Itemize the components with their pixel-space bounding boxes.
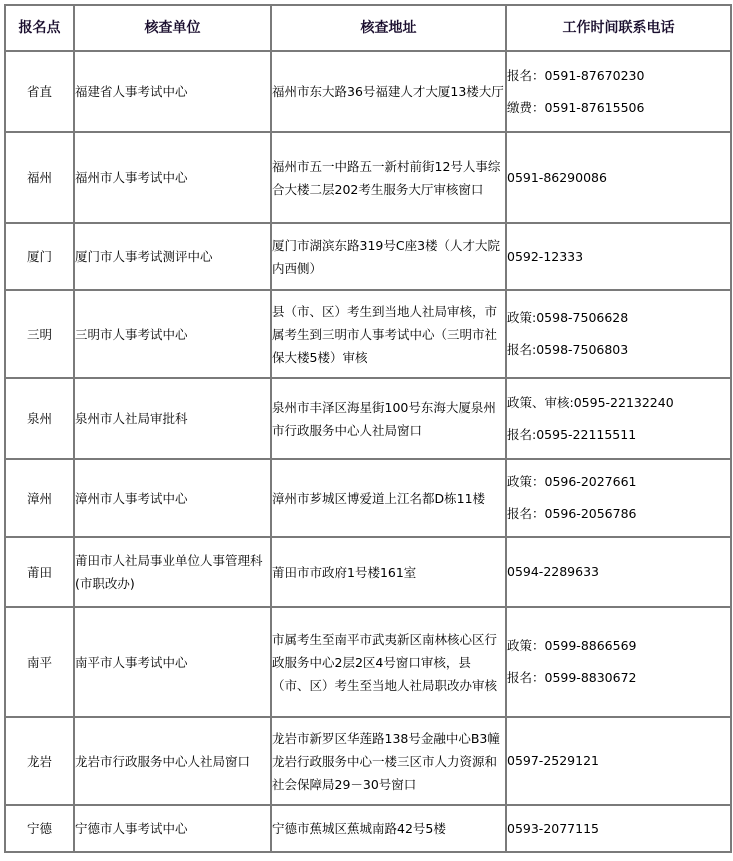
table-row	[5, 378, 731, 459]
phone-line: 报名:0598-7506803	[507, 342, 629, 357]
site-cell: 福州	[5, 132, 74, 223]
phone-cell	[506, 51, 731, 132]
phone-cell	[506, 717, 731, 805]
site-cell: 莆田	[5, 537, 74, 607]
header-unit: 核查单位	[74, 5, 271, 51]
phone-line: 报名：0599-8830672	[507, 670, 637, 685]
phone-cell	[506, 607, 731, 717]
phone-line: 报名：0596-2056786	[507, 506, 637, 521]
unit-cell: 宁德市人事考试中心	[74, 805, 271, 852]
table-row	[5, 132, 731, 223]
unit-cell: 莆田市人社局事业单位人事管理科(市职改办)	[74, 537, 271, 607]
unit-cell: 厦门市人事考试测评中心	[74, 223, 271, 290]
site-cell: 三明	[5, 290, 74, 378]
site-cell: 龙岩	[5, 717, 74, 805]
address-cell: 福州市东大路36号福建人才大厦13楼大厅	[271, 51, 506, 132]
phone-cell	[506, 459, 731, 537]
unit-cell: 泉州市人社局审批科	[74, 378, 271, 459]
table-row	[5, 607, 731, 717]
phone-cell	[506, 537, 731, 607]
site-cell: 省直	[5, 51, 74, 132]
phone-line: 0594-2289633	[507, 564, 599, 579]
table-row	[5, 717, 731, 805]
phone-line: 政策、审核:0595-22132240	[507, 394, 674, 410]
phone-cell	[506, 132, 731, 223]
unit-cell: 三明市人事考试中心	[74, 290, 271, 378]
phone-line: 报名：0591-87670230	[507, 67, 645, 83]
table-row	[5, 537, 731, 607]
phone-line: 报名:0595-22115511	[507, 426, 637, 442]
phone-line: 政策:0598-7506628	[507, 310, 629, 325]
site-cell: 漳州	[5, 459, 74, 537]
site-cell: 厦门	[5, 223, 74, 290]
address-cell: 福州市五一中路五一新村前街12号人事综合大楼二层202考生服务大厅审核窗口	[271, 132, 506, 223]
phone-cell	[506, 378, 731, 459]
address-cell: 泉州市丰泽区海星街100号东海大厦泉州市行政服务中心人社局窗口	[271, 378, 506, 459]
header-site: 报名点	[5, 5, 74, 51]
address-cell: 漳州市芗城区博爱道上江名都D栋11楼	[271, 459, 506, 537]
phone-cell	[506, 805, 731, 852]
table-row	[5, 223, 731, 290]
table-row	[5, 51, 731, 132]
phone-line: 0591-86290086	[507, 169, 607, 185]
address-cell: 宁德市蕉城区蕉城南路42号5楼	[271, 805, 506, 852]
address-cell: 莆田市市政府1号楼161室	[271, 537, 506, 607]
header-phone: 工作时间联系电话	[506, 5, 731, 51]
phone-line: 缴费：0591-87615506	[507, 99, 645, 115]
unit-cell: 漳州市人事考试中心	[74, 459, 271, 537]
phone-cell	[506, 290, 731, 378]
phone-line: 0592-12333	[507, 248, 584, 264]
site-cell: 南平	[5, 607, 74, 717]
site-cell: 泉州	[5, 378, 74, 459]
phone-line: 0597-2529121	[507, 753, 599, 768]
header-address: 核查地址	[271, 5, 506, 51]
table-row	[5, 805, 731, 852]
unit-cell: 龙岩市行政服务中心人社局窗口	[74, 717, 271, 805]
site-cell: 宁德	[5, 805, 74, 852]
phone-line: 政策：0599-8866569	[507, 638, 637, 653]
table-header-row	[5, 5, 731, 51]
phone-line: 0593-2077115	[507, 820, 599, 836]
address-cell: 龙岩市新罗区华莲路138号金融中心B3幢龙岩行政服务中心一楼三区市人力资源和社会保障局29－30号窗口	[271, 717, 506, 805]
phone-line: 政策：0596-2027661	[507, 474, 637, 489]
unit-cell: 福州市人事考试中心	[74, 132, 271, 223]
table-row	[5, 459, 731, 537]
unit-cell: 南平市人事考试中心	[74, 607, 271, 717]
exam-verification-table	[4, 4, 732, 853]
address-cell: 厦门市湖滨东路319号C座3楼（人才大院内西侧）	[271, 223, 506, 290]
table-row	[5, 290, 731, 378]
address-cell: 市属考生至南平市武夷新区南林核心区行政服务中心2层2区4号窗口审核，县（市、区）考生至当地人社局职改办审核	[271, 607, 506, 717]
phone-cell	[506, 223, 731, 290]
address-cell: 县（市、区）考生到当地人社局审核，市属考生到三明市人事考试中心（三明市社保大楼5楼）审核	[271, 290, 506, 378]
unit-cell: 福建省人事考试中心	[74, 51, 271, 132]
